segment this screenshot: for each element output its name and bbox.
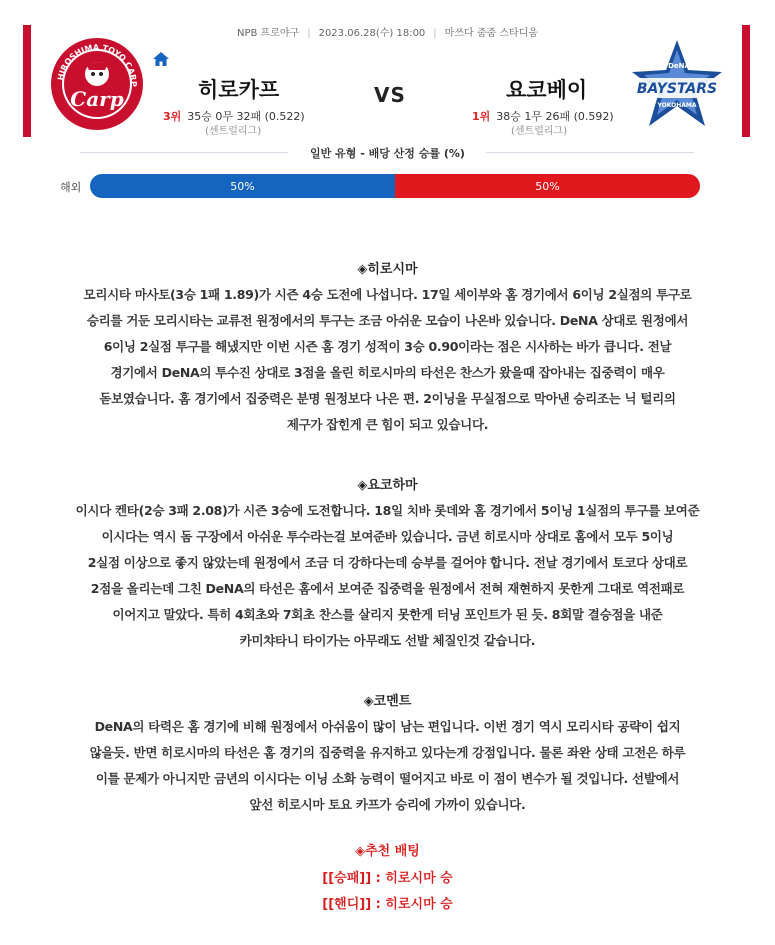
home-icon	[152, 51, 170, 67]
recommend-title: ◈추천 배팅	[355, 844, 420, 859]
section-line: 않을듯. 반면 히로시마의 타선은 홈 경기의 집중력을 유지하고 있다는게 강점입니다. 물론 좌완 상태 고전은 하루	[89, 745, 686, 760]
away-team-logo	[627, 38, 727, 130]
section-line: 2실점 이상으로 좋지 않았는데 원정에서 조금 더 강하다는데 승부를 걸어야 합니다. 전날 경기에서 토코다 상대로	[87, 555, 688, 570]
away-team-league: (센트럴리그)	[511, 126, 568, 137]
section-line: 이어지고 말았다. 특히 4회초와 7회초 찬스를 살리지 못한게 터닝 포인트가 된 듯. 8회말 결승점을 내준	[112, 607, 663, 622]
svg-text:Carp: Carp	[70, 87, 124, 111]
analysis-article	[20, 258, 755, 918]
home-team-name[interactable]: 히로카프	[198, 78, 280, 102]
match-header	[0, 0, 775, 200]
svg-text:BAYSTARS: BAYSTARS	[636, 81, 718, 97]
stadium-name: 마쓰다 줌줌 스타디움	[444, 28, 538, 39]
section-line: 이시다는 역시 돔 구장에서 아쉬운 투수라는걸 보여준바 있습니다. 금년 히로시마 상대로 홈에서 모두 5이닝	[101, 529, 674, 544]
section-line: 제구가 잡힌게 큰 힘이 되고 있습니다.	[286, 417, 489, 432]
section-line: 6이닝 2실점 투구를 해냈지만 이번 시즌 홈 경기 성적이 3승 0.90이라는 점은 시사하는 바가 큽니다. 전날	[103, 339, 672, 354]
match-meta: NPB 프로야구 | 2023.06.28(수) 18:00 | 마쓰다 줌줌 스타디움	[0, 24, 775, 39]
recommend-line: [[승패]] : 히로시마 승	[322, 871, 453, 886]
away-team-name[interactable]: 요코베이	[506, 78, 588, 102]
odds-home-segment: 50%	[90, 174, 395, 198]
section-line: 2점을 올리는데 그친 DeNA의 타선은 홈에서 보여준 집중력을 원정에서 전혀 재현하지 못한게 그대로 역전패로	[90, 581, 685, 596]
section-line: 이틀 문제가 아니지만 금년의 이시다는 이닝 소화 능력이 떨어지고 바로 이 점이 변수가 될 것입니다. 선발에서	[95, 771, 680, 786]
recommend-line: [[핸디]] : 히로시마 승	[322, 897, 453, 912]
league-label: NPB 프로야구	[237, 28, 300, 39]
section-line: 앞선 히로시마 토요 카프가 승리에 가까이 있습니다.	[249, 797, 526, 812]
svg-text:HIROSHIMA TOYO CARP: HIROSHIMA TOYO CARP	[56, 42, 139, 87]
section-gap	[20, 654, 755, 690]
accent-bar-left	[23, 25, 31, 137]
vs-label: VS	[374, 83, 406, 107]
section-line: 돋보였습니다. 홈 경기에서 집중력은 분명 원정보다 나은 편. 2이닝을 무실점으로 막아낸 승리조는 닉 털리의	[99, 391, 676, 406]
odds-row-label: 해외	[60, 181, 82, 194]
odds-title: 일반 유형 - 배당 산정 승률 (%)	[310, 147, 465, 160]
section-line: DeNA의 타력은 홈 경기에 비해 원정에서 아쉬움이 많이 남는 편입니다. 이번 경기 역시 모리시타 공략이 쉽지	[94, 719, 681, 734]
odds-bar	[90, 174, 700, 198]
section-line: 카미챠타니 타이가는 아무래도 선발 체질인것 같습니다.	[239, 633, 536, 648]
section-line: 이시다 켄타(2승 3패 2.08)가 시즌 3승에 도전합니다. 18일 치바 롯데와 홈 경기에서 5이닝 1실점의 투구를 보여준	[75, 503, 700, 518]
svg-text:DeNA: DeNA	[668, 62, 690, 70]
svg-text:YOKOHAMA: YOKOHAMA	[657, 102, 697, 109]
match-datetime: 2023.06.28(수) 18:00	[318, 28, 426, 39]
home-team-rank: 3위	[163, 110, 182, 123]
section-line: 승리를 거둔 모리시타는 교류전 원정에서의 투구는 조금 아쉬운 모습이 나온바 있습니다. DeNA 상대로 원정에서	[86, 313, 689, 328]
odds-away-segment: 50%	[395, 174, 700, 198]
section-title: ◈요코하마	[357, 478, 418, 493]
away-team-rank: 1위	[472, 110, 491, 123]
home-team-league: (센트럴리그)	[205, 126, 262, 137]
section-title: ◈코멘트	[363, 694, 412, 709]
away-team-wl: 38승 1무 26패 (0.592)	[496, 110, 614, 123]
section-line: 모리시타 마사토(3승 1패 1.89)가 시즌 4승 도전에 나섭니다. 17일 세이부와 홈 경기에서 6이닝 2실점의 투구로	[83, 287, 692, 302]
home-team-wl: 35승 0무 32패 (0.522)	[187, 110, 305, 123]
section-gap	[20, 438, 755, 474]
accent-bar-right	[742, 25, 750, 137]
section-title: ◈히로시마	[357, 262, 418, 277]
section-line: 경기에서 DeNA의 투수진 상대로 3점을 올린 히로시마의 타선은 찬스가 왔을때 잡아내는 집중력이 매우	[110, 365, 665, 380]
home-team-logo	[47, 36, 147, 132]
odds-divider-right	[486, 152, 694, 153]
